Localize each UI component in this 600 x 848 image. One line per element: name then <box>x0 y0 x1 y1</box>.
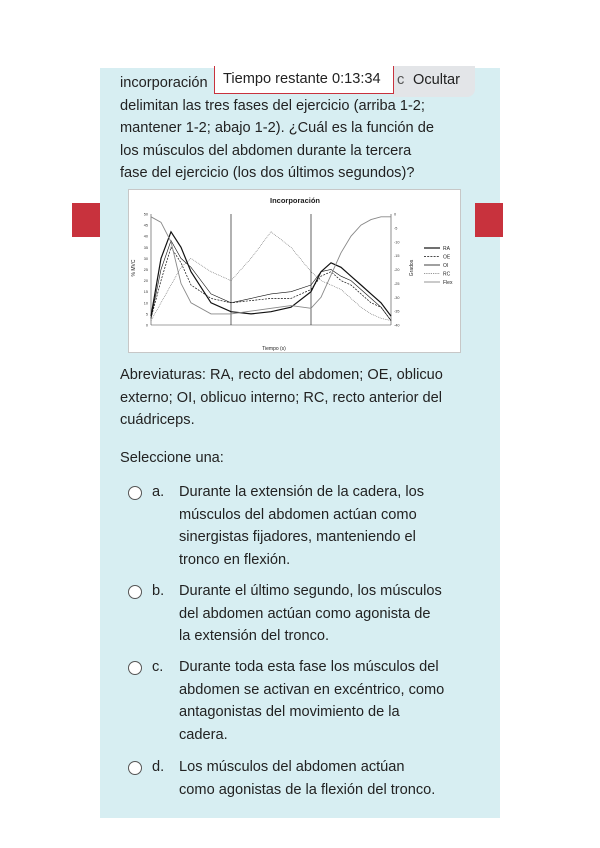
option-text <box>179 656 464 746</box>
option-line: la extensión del tronco. <box>179 628 330 644</box>
y-tick-label-right: -10 <box>394 240 400 245</box>
abbreviations-line: externo; OI, oblicuo interno; RC, recto anterior del <box>120 389 443 406</box>
right-navigation-tab[interactable] <box>475 203 503 237</box>
y-tick-label-right: -25 <box>394 281 400 286</box>
radio-button[interactable] <box>128 486 142 500</box>
hide-timer-button[interactable] <box>393 66 475 97</box>
chart-plot-area <box>144 213 453 328</box>
y-tick-label-right: -35 <box>394 309 400 314</box>
radio-button[interactable] <box>128 585 142 599</box>
question-line: fase del ejercicio (los dos últimos segundos)? <box>120 165 415 181</box>
series-line-ra <box>151 232 391 316</box>
radio-button[interactable] <box>128 761 142 775</box>
option-line: sinergistas fijadores, manteniendo el <box>179 529 416 545</box>
legend-label: Flex <box>443 279 453 286</box>
y-tick-label-right: -15 <box>394 254 400 259</box>
y-tick-label-right: -40 <box>394 323 400 328</box>
legend-label: OE <box>443 254 451 261</box>
option-line: Durante la extensión de la cadera, los <box>179 484 425 500</box>
abbreviations-line: cuádriceps. <box>120 412 195 428</box>
option-letter: a. <box>152 484 165 500</box>
option-text <box>179 580 464 648</box>
option-text <box>179 756 464 801</box>
timer-display <box>214 66 394 94</box>
timer-label: Tiempo restante 0:13:34 <box>223 71 381 87</box>
legend-label: RA <box>443 245 450 252</box>
series-line-flex <box>151 217 391 314</box>
option-letter: c. <box>152 659 164 675</box>
y-tick-label-left: 10 <box>143 301 148 306</box>
y-tick-label-right: -30 <box>394 295 400 300</box>
y-tick-label-right: -20 <box>394 268 400 272</box>
option-line: tronco en flexión. <box>179 551 291 568</box>
y-tick-label-left: 15 <box>143 290 148 295</box>
y-tick-label-left: 20 <box>143 279 148 284</box>
option-line: Los músculos del abdomen actúan <box>179 759 405 775</box>
y-tick-label-right: 0 <box>394 212 397 217</box>
question-line: delimitan las tres fases del ejercicio (arriba 1-2; <box>120 97 425 114</box>
option-line: Durante toda esta fase los músculos del <box>179 659 439 675</box>
option-line: abdomen se activan en excéntrico, como <box>179 681 445 698</box>
y-tick-label-left: 35 <box>143 245 148 250</box>
option-letter: d. <box>152 759 165 775</box>
option-letter: b. <box>152 583 165 599</box>
y-tick-label-left: 30 <box>143 256 148 261</box>
option-line: músculos del abdomen actúan como <box>179 506 417 523</box>
hide-button-label: Ocultar <box>413 72 461 88</box>
option-line: como agonistas de la flexión del tronco. <box>179 781 436 798</box>
legend-label: RC <box>443 271 451 278</box>
y-tick-label-left: 45 <box>143 223 148 228</box>
option-line: antagonistas del movimiento de la <box>179 704 400 720</box>
option-text <box>179 481 464 571</box>
y-tick-label-left: 5 <box>145 312 148 317</box>
y-tick-label-left: 40 <box>143 234 148 239</box>
abbreviations-line: Abreviaturas: RA, recto del abdomen; OE, oblicuo <box>120 367 443 383</box>
question-line: los músculos del abdomen durante la tercera <box>120 142 412 159</box>
left-navigation-tab[interactable] <box>72 203 100 237</box>
y-tick-label-left: 25 <box>143 268 148 272</box>
select-prompt: Seleccione una: <box>120 450 224 466</box>
question-line: mantener 1-2; abajo 1-2). ¿Cuál es la función de <box>120 120 434 136</box>
y-tick-label-left: 0 <box>145 323 148 328</box>
abbreviations-text <box>120 364 470 432</box>
y-tick-label-right: -5 <box>394 226 398 231</box>
hidden-text-fragment: c <box>397 72 405 88</box>
y-tick-label-left: 50 <box>143 212 148 217</box>
y-axis-label-left: % MVC <box>131 259 137 277</box>
x-axis-label: Tiempo (s) <box>262 346 286 352</box>
emg-chart <box>128 189 461 353</box>
legend-label: OI <box>443 262 449 269</box>
chart-svg <box>129 190 462 354</box>
radio-button[interactable] <box>128 661 142 675</box>
option-line: cadera. <box>179 726 228 743</box>
chart-title: Incorporación <box>269 196 321 205</box>
option-line: del abdomen actúan como agonista de <box>179 605 431 622</box>
option-line: Durante el último segundo, los músculos <box>179 583 442 599</box>
y-axis-label-right: Grados <box>409 259 415 277</box>
question-line: incorporación <box>120 75 208 91</box>
